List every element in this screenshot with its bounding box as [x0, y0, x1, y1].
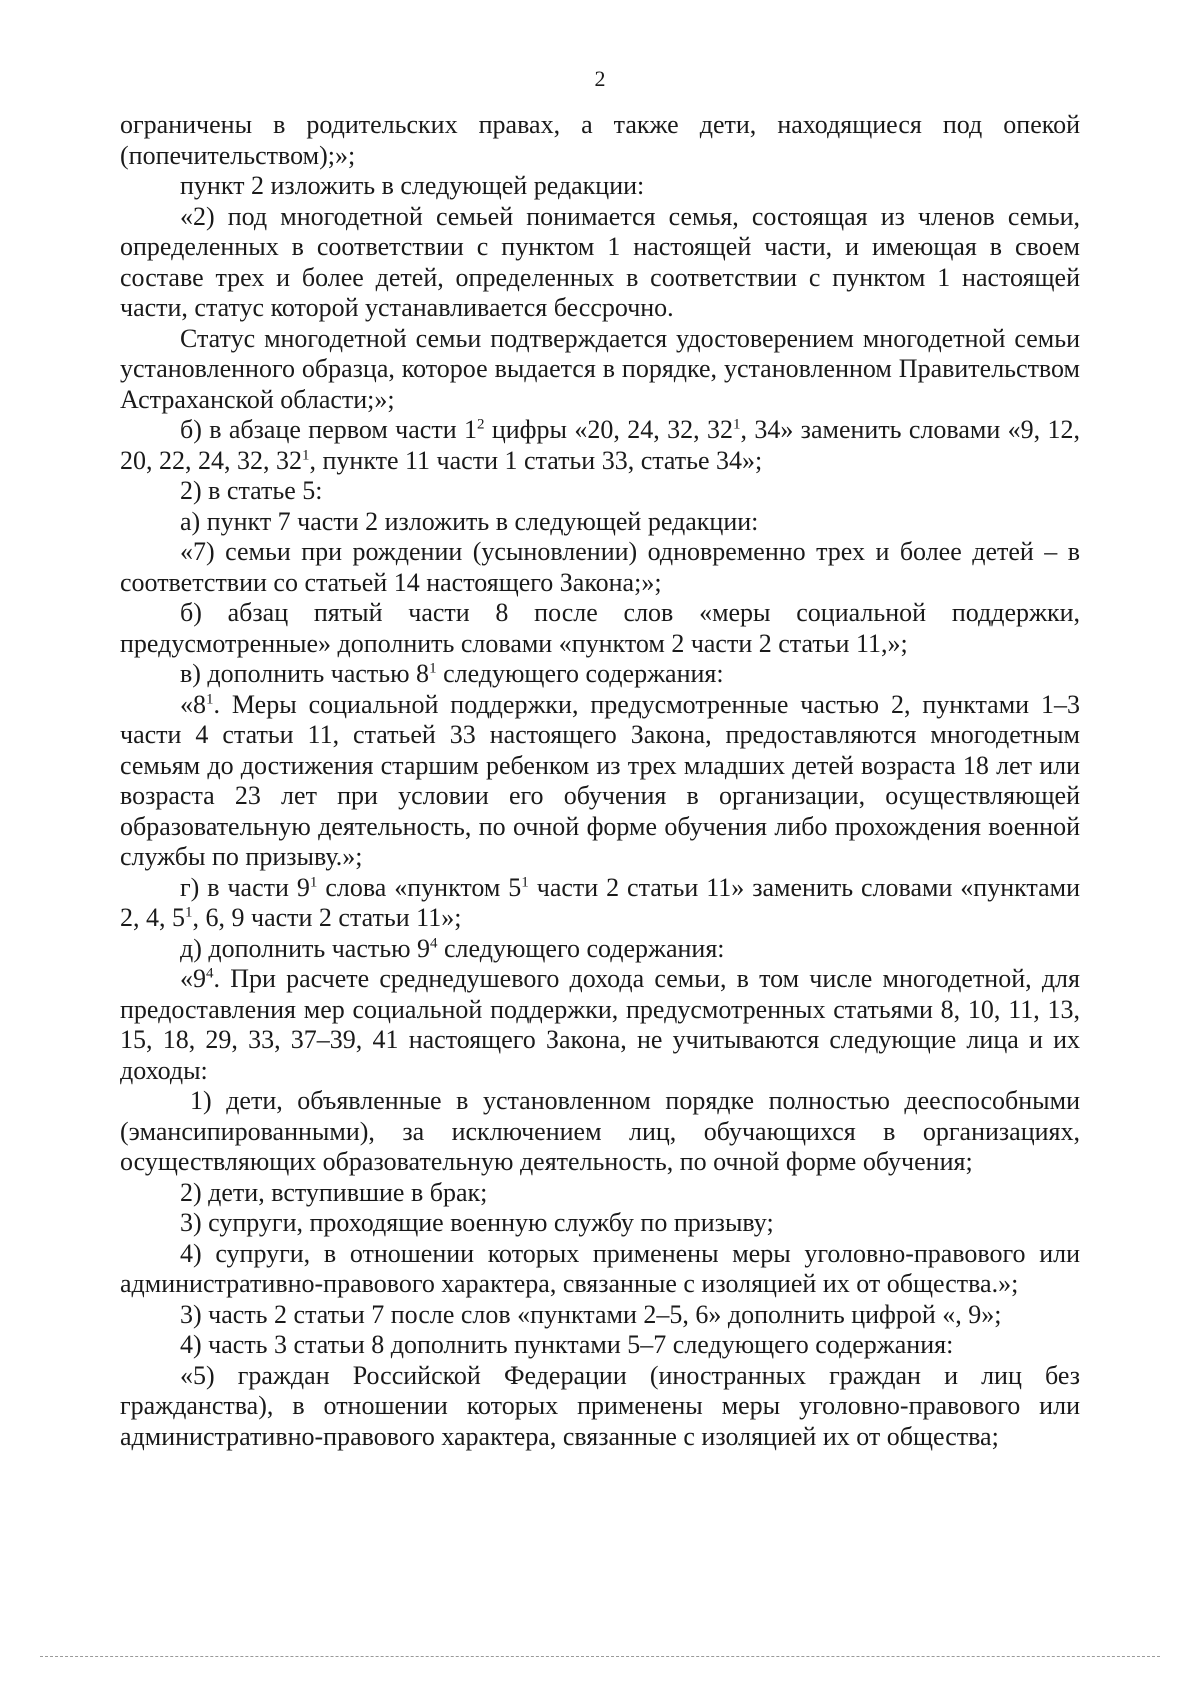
- paragraph: [120, 171, 1080, 202]
- paragraph: [120, 598, 1080, 659]
- paragraph: [120, 507, 1080, 538]
- paragraph: [120, 873, 1080, 934]
- page-bottom-rule: [40, 1656, 1160, 1657]
- text-run: 1) дети, объявленные в установленном порядке полностью дееспособными (эмансипированными), за исключением лиц, обучающихся в организациях, осуществляющих образовательную деятельность, по очной форме обучения;: [120, 1086, 1080, 1176]
- paragraph: [120, 110, 1080, 171]
- paragraph: [120, 1361, 1080, 1453]
- text-run: , пункте 11 части 1 статьи 33, статье 34»;: [309, 445, 763, 475]
- paragraph: [120, 934, 1080, 965]
- text-run: б) в абзаце первом части 1: [180, 415, 477, 444]
- paragraph: [120, 964, 1080, 1086]
- page-number: 2: [594, 66, 606, 91]
- paragraph: [120, 537, 1080, 598]
- text-run: 3) часть 2 статьи 7 после слов «пунктами 2–5, 6» дополнить цифрой «, 9»;: [180, 1299, 1002, 1329]
- superscript: 4: [430, 934, 438, 951]
- text-run: . Меры социальной поддержки, предусмотренные частью 2, пунктами 1–3 части 4 статьи 11, статьей 33 настоящего Закона, предоставляются многодетным семьям до достижения старшим ребенком из трех младших детей возраста 18 лет или возраста 23 лет при условии его обучения в организации, осуществляющей образовательную деятельность, по очной форме обучения либо прохождения военной службы по призыву.»;: [120, 689, 1080, 871]
- paragraph: [120, 1086, 1080, 1178]
- superscript: 2: [476, 416, 485, 433]
- text-run: а) пункт 7 части 2 изложить в следующей редакции:: [180, 506, 759, 536]
- superscript: 1: [206, 690, 214, 707]
- superscript: 1: [309, 873, 318, 890]
- superscript: 1: [521, 873, 529, 890]
- text-run: 2) дети, вступившие в брак;: [180, 1177, 488, 1207]
- text-run: «7) семьи при рождении (усыновлении) одновременно трех и более детей – в соответствии со статьей 14 настоящего Закона;»;: [120, 537, 1080, 597]
- text-run: «2) под многодетной семьей понимается семья, состоящая из членов семьи, определенных в соответствии с пунктом 1 настоящей части, и имеющая в своем составе трех и более детей, определенных в соответствии с пунктом 1 настоящей части, статус которой устанавливается бессрочно.: [120, 201, 1080, 322]
- text-run: . При расчете среднедушевого дохода семьи, в том числе многодетной, для предоставления мер социальной поддержки, предусмотренных статьями 8, 10, 11, 13, 15, 18, 29, 33, 37–39, 41 настоящего Закона, не учитываются следующие лица и их доходы:: [120, 964, 1080, 1085]
- text-run: следующего содержания:: [437, 933, 725, 963]
- superscript: 4: [206, 965, 214, 982]
- text-run: части 2 статьи 11» заменить словами «пунктами 2, 4, 5: [120, 872, 1081, 932]
- superscript: 1: [185, 904, 193, 921]
- text-run: б) абзац пятый части 8 после слов «меры социальной поддержки, предусмотренные» дополнить словами «пунктом 2 части 2 статьи 11,»;: [120, 598, 1080, 658]
- document-body: [120, 110, 1080, 1452]
- superscript: 1: [302, 446, 310, 463]
- paragraph: [120, 202, 1080, 324]
- text-run: д) дополнить частью 9: [180, 933, 431, 963]
- text-run: «5) граждан Российской Федерации (иностранных граждан и лиц без гражданства), в отношении которых применены меры уголовно-правового или административно-правового характера, связанные с изоляцией их от общества;: [120, 1360, 1080, 1451]
- paragraph: [120, 476, 1080, 507]
- superscript: 1: [429, 660, 437, 677]
- text-run: г) в части 9: [180, 872, 310, 902]
- text-run: «9: [180, 964, 206, 993]
- paragraph: [120, 1330, 1080, 1361]
- text-run: пункт 2 изложить в следующей редакции:: [180, 171, 645, 200]
- paragraph: [120, 1239, 1080, 1300]
- text-run: в) дополнить частью 8: [180, 659, 430, 688]
- text-run: 2) в статье 5:: [180, 476, 323, 505]
- text-run: 4) часть 3 статьи 8 дополнить пунктами 5–7 следующего содержания:: [180, 1330, 954, 1359]
- paragraph: [120, 1208, 1080, 1239]
- text-run: , 6, 9 части 2 статьи 11»;: [192, 903, 462, 932]
- paragraph: [120, 690, 1080, 873]
- text-run: 4) супруги, в отношении которых применены меры уголовно-правового или административно-правового характера, связанные с изоляцией их от общества.»;: [120, 1238, 1080, 1298]
- text-run: Статус многодетной семьи подтверждается удостоверением многодетной семьи установленного образца, которое выдается в порядке, установленном Правительством Астраханской области;»;: [120, 323, 1080, 414]
- text-run: цифры «20, 24, 32, 32: [484, 415, 733, 444]
- paragraph: [120, 659, 1080, 690]
- superscript: 1: [732, 416, 741, 433]
- paragraph: [120, 1178, 1080, 1209]
- text-run: 3) супруги, проходящие военную службу по призыву;: [180, 1208, 774, 1237]
- text-run: слова «пунктом 5: [317, 872, 522, 902]
- text-run: , 34» заменить словами «9, 12, 20, 22, 24, 32, 32: [120, 415, 1080, 475]
- paragraph: [120, 415, 1080, 476]
- paragraph: [120, 1300, 1080, 1331]
- text-run: ограничены в родительских правах, а также дети, находящиеся под опекой (попечительством);»;: [120, 110, 1080, 170]
- text-run: «8: [180, 689, 206, 719]
- text-run: следующего содержания:: [436, 659, 724, 688]
- paragraph: [120, 324, 1080, 416]
